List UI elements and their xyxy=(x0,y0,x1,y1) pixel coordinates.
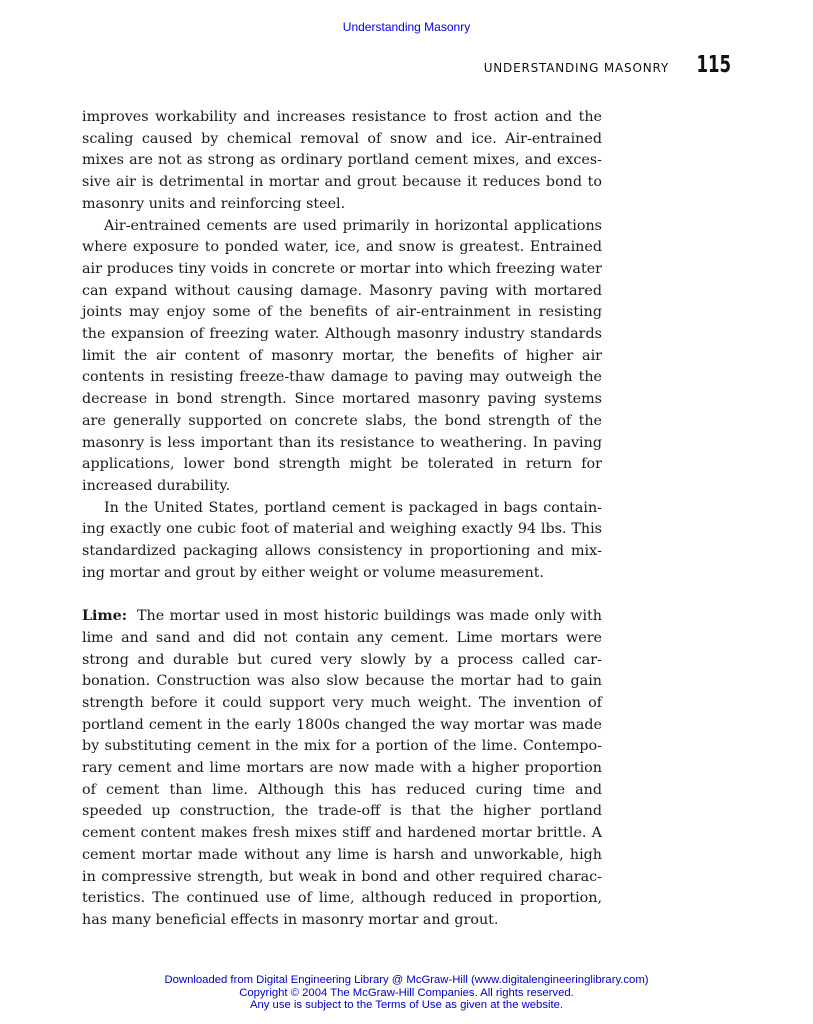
paragraph-packaging: In the United States, portland cement is packaged in bags containing exactly one cubic foot of material and weighing exactly 94 lbs. This standardized packaging allows consistency in proportioning and mixing mortar and grout by either weight or volume measurement. xyxy=(82,499,602,581)
footer xyxy=(0,974,813,1012)
footer-download-link[interactable]: Downloaded from Digital Engineering Library @ McGraw-Hill (www.digitalengineeringlibrary.com) xyxy=(164,974,649,986)
top-title-link[interactable]: Understanding Masonry xyxy=(342,20,471,34)
lime-text: The mortar used in most historic buildings was made only with lime and sand and did not contain any cement. Lime mortars were strong and durable but cured very slowly by a process called carbonation. Construction was also slow because the mortar had to gain strength before it could support very much weight. The invention of portland cement in the early 1800s changed the way mortar was made by substituting cement in the mix for a portion of the lime. Contemporary cement and lime mortars are now made with a higher proportion of cement than lime. Although this has reduced curing time and speeded up construction, the trade-off is that the higher portland cement content makes fresh mixes stiff and hardened mortar brittle. A cement mortar made without any lime is harsh and unworkable, high in compressive strength, but weak in bond and other required characteristics. The continued use of lime, although reduced in proportion, has many beneficial effects in masonry mortar and grout. xyxy=(82,608,602,928)
lime-section xyxy=(82,606,602,932)
running-head-title: UNDERSTANDING MASONRY xyxy=(483,61,669,75)
paragraph-continued: improves workability and increases resistance to frost action and the scaling caused by chemical removal of snow and ice. Air-entrained mixes are not as strong as ordinary portland cement mixes, and excessive air is detrimental in mortar and grout because it reduces bond to masonry units and reinforcing steel. xyxy=(82,109,602,212)
paragraph-air-entrained: Air-entrained cements are used primarily in horizontal applications where exposure to ponded water, ice, and snow is greatest. Entrained air produces tiny voids in concrete or mortar into which freezing water can expand without causing damage. Masonry paving with mortared joints may enjoy some of the benefits of air-entrainment in resisting the expansion of freezing water. Although masonry industry standards limit the air content of masonry mortar, the benefits of higher air contents in resisting freeze-thaw damage to paving may outweigh the decrease in bond strength. Since mortared masonry paving systems are generally supported on concrete slabs, the bond strength of the masonry is less important than its resistance to weathering. In paving applications, lower bond strength might be tolerated in return for increased durability. xyxy=(82,217,602,494)
lime-heading: Lime: xyxy=(82,608,127,625)
body-text xyxy=(82,107,602,932)
footer-terms-link[interactable]: Any use is subject to the Terms of Use as given at the website. xyxy=(249,999,564,1011)
footer-copyright: Copyright © 2004 The McGraw-Hill Companies. All rights reserved. xyxy=(239,986,574,999)
page-number: 115 xyxy=(696,52,731,78)
running-head xyxy=(484,52,731,78)
